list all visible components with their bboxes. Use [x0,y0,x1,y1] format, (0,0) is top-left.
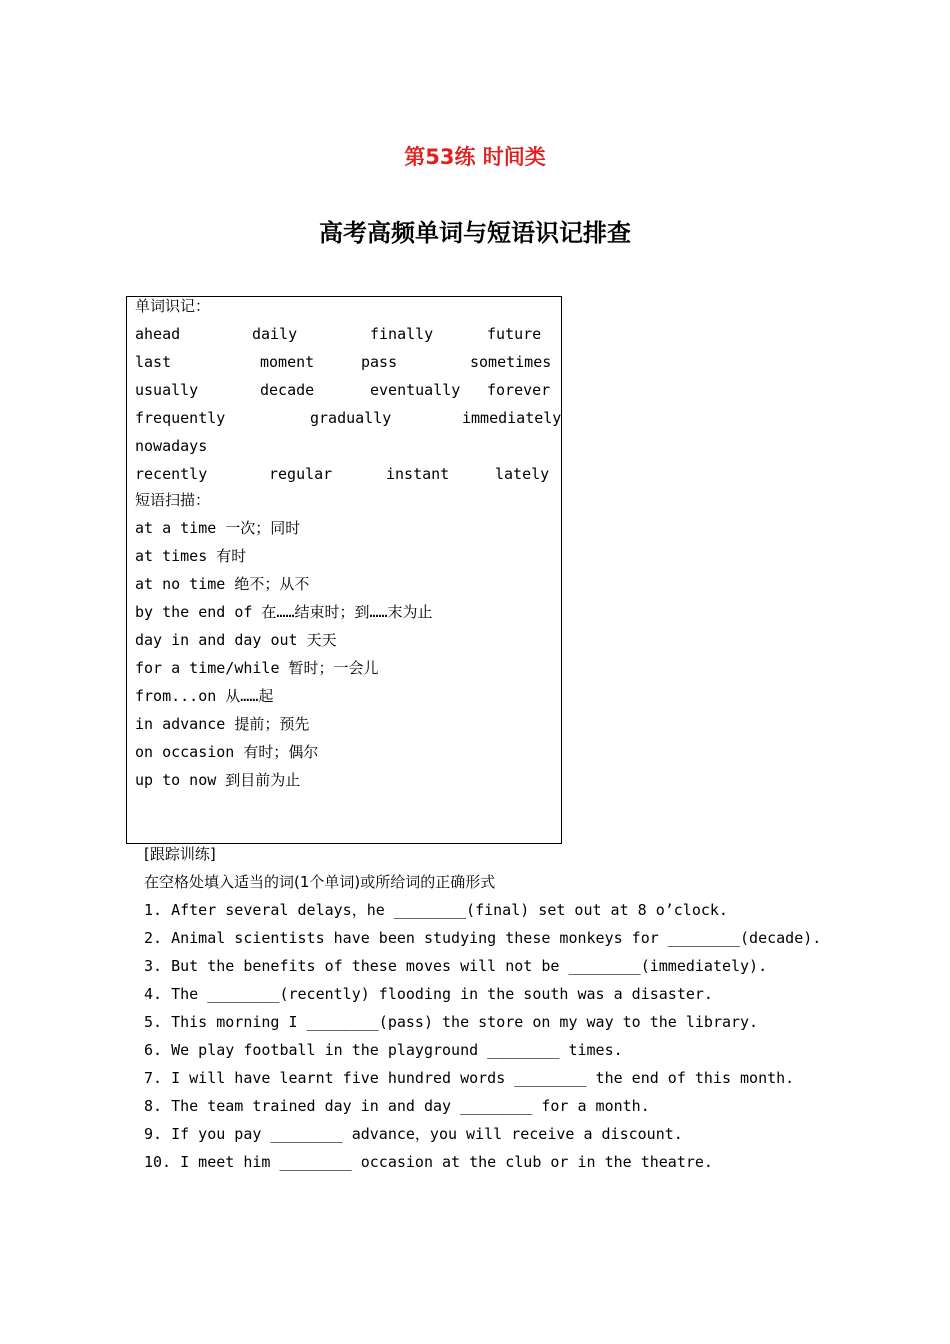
word-item: regular [269,465,333,483]
word-item: forever [487,381,551,399]
word-item: daily [252,325,298,343]
phrase-item: from...on 从……起 [135,687,274,705]
phrases-section-label: 短语扫描： [135,491,211,509]
word-item: ahead [135,325,181,343]
word-item: finally [370,325,434,343]
word-item: lately [495,465,550,483]
word-item: usually [135,381,199,399]
word-item: gradually [310,409,392,427]
word-item: moment [260,353,315,371]
phrase-item: at times 有时 [135,547,247,565]
practice-item: 8. The team trained day in and day ________ for a month. [144,1097,650,1115]
practice-item: 3. But the benefits of these moves will not be ________(immediately). [144,957,768,975]
word-item: eventually [370,381,461,399]
words-section-label: 单词识记： [135,297,211,315]
phrase-item: day in and day out 天天 [135,631,337,649]
word-item: future [487,325,542,343]
practice-item: 6. We play football in the playground ________ times. [144,1041,623,1059]
phrase-item: for a time/while 暂时；一会儿 [135,659,379,677]
main-title: 高考高频单词与短语识记排查 [319,219,631,247]
phrase-item: up to now 到目前为止 [135,771,301,789]
exercise-title: 第53练 时间类 [404,145,546,169]
practice-item: 10. I meet him ________ occasion at the club or in the theatre. [144,1153,713,1171]
word-item: last [135,353,172,371]
practice-item: 1. After several delays，he ________(final) set out at 8 o’clock. [144,901,728,919]
word-item: frequently [135,409,226,427]
phrase-item: at a time 一次；同时 [135,519,301,537]
word-item: sometimes [470,353,552,371]
practice-item: 9. If you pay ________ advance，you will receive a discount. [144,1125,683,1143]
phrase-item: by the end of 在……结束时；到……末为止 [135,603,433,621]
word-item: recently [135,465,208,483]
practice-item: 5. This morning I ________(pass) the store on my way to the library. [144,1013,759,1031]
phrase-item: on occasion 有时；偶尔 [135,743,319,761]
practice-label: [跟踪训练] [144,845,216,863]
phrase-item: in advance 提前；预先 [135,715,310,733]
word-item: pass [361,353,398,371]
practice-item: 4. The ________(recently) flooding in the south was a disaster. [144,985,713,1003]
word-item: instant [386,465,450,483]
word-item: immediately [462,409,562,427]
word-item: decade [260,381,315,399]
word-item: nowadays [135,437,208,455]
phrase-item: at no time 绝不；从不 [135,575,310,593]
practice-item: 2. Animal scientists have been studying these monkeys for ________(decade). [144,929,822,947]
practice-instruction: 在空格处填入适当的词(1个单词)或所给词的正确形式 [144,873,496,891]
practice-item: 7. I will have learnt five hundred words ________ the end of this month. [144,1069,795,1087]
